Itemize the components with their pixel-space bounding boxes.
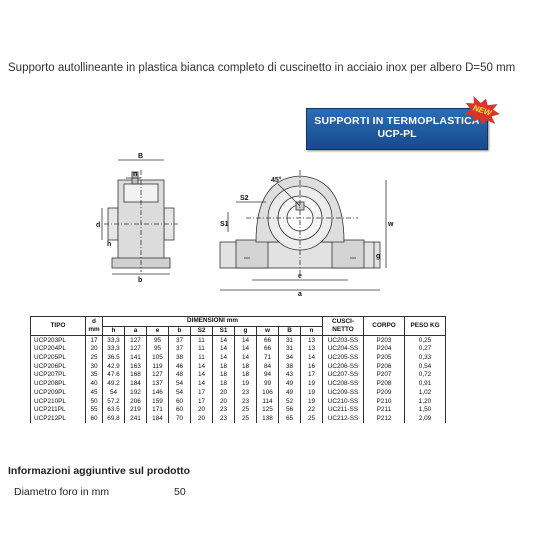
table-row — [31, 345, 446, 354]
table-cell: 141 — [125, 354, 147, 363]
header-cuscinetto: CUSCI- NETTO — [323, 317, 364, 336]
table-cell: P206 — [364, 362, 405, 371]
table-cell: 14 — [235, 354, 257, 363]
table-row — [31, 415, 446, 424]
table-cell: 11 — [191, 336, 213, 345]
table-cell: UC207-SS — [323, 371, 364, 380]
table-cell: 17 — [301, 371, 323, 380]
table-cell: 14 — [191, 362, 213, 371]
table-cell: 163 — [125, 362, 147, 371]
table-cell: 14 — [235, 345, 257, 354]
table-cell: 0,72 — [405, 371, 446, 380]
dim-label-B: B — [138, 153, 144, 160]
subheader-s1: S1 — [213, 326, 235, 336]
header-peso: PESO KG — [405, 317, 446, 336]
table-cell: UC211-SS — [323, 406, 364, 415]
table-cell: 20 — [191, 406, 213, 415]
table-cell: 47.6 — [103, 371, 125, 380]
table-cell: 71 — [257, 354, 279, 363]
table-cell: UC203-SS — [323, 336, 364, 345]
table-cell: 25 — [235, 415, 257, 424]
table-cell: UCP208PL — [31, 380, 86, 389]
table-cell: 25 — [235, 406, 257, 415]
table-cell: 146 — [147, 389, 169, 398]
table-cell: 45 — [86, 389, 103, 398]
table-cell: 54 — [169, 389, 191, 398]
table-cell: 33,3 — [103, 345, 125, 354]
table-cell: 2,09 — [405, 415, 446, 424]
table-cell: 20 — [213, 397, 235, 406]
info-heading: Informazioni aggiuntive sul prodotto — [8, 465, 190, 477]
info-label-diametro: Diametro foro in mm — [14, 486, 110, 498]
table-cell: 138 — [257, 415, 279, 424]
table-cell: 18 — [213, 362, 235, 371]
table-cell: 19 — [301, 380, 323, 389]
table-cell: 46 — [169, 362, 191, 371]
table-cell: 66 — [257, 336, 279, 345]
table-cell: 25 — [301, 415, 323, 424]
table-cell: 0,33 — [405, 354, 446, 363]
table-row — [31, 380, 446, 389]
table-cell: 52 — [279, 397, 301, 406]
table-cell: 22 — [301, 406, 323, 415]
banner-line-2: UCP-PL — [377, 128, 417, 140]
table-cell: UCP203PL — [31, 336, 86, 345]
table-cell: 14 — [191, 380, 213, 389]
table-cell: 168 — [125, 371, 147, 380]
subheader-w: w — [257, 326, 279, 336]
table-cell: 23 — [235, 389, 257, 398]
table-cell: 19 — [301, 397, 323, 406]
dim-label-e: e — [298, 273, 302, 280]
dim-label-b: b — [138, 277, 143, 284]
table-cell: UCP205PL — [31, 354, 86, 363]
table-cell: 49 — [279, 389, 301, 398]
table-cell: P209 — [364, 389, 405, 398]
new-badge-text: NEW — [471, 103, 493, 118]
table-cell: 192 — [125, 389, 147, 398]
table-cell: P207 — [364, 371, 405, 380]
table-cell: 65 — [279, 415, 301, 424]
table-cell: P211 — [364, 406, 405, 415]
dim-label-w: w — [388, 221, 394, 228]
table-cell: 14 — [213, 336, 235, 345]
table-cell: 14 — [301, 354, 323, 363]
table-cell: 127 — [147, 371, 169, 380]
table-cell: 18 — [213, 371, 235, 380]
table-cell: 19 — [301, 389, 323, 398]
table-cell: 66 — [257, 345, 279, 354]
table-cell: 54 — [169, 380, 191, 389]
subheader-a: a — [125, 326, 147, 336]
table-cell: 48 — [169, 371, 191, 380]
table-cell: 31 — [279, 336, 301, 345]
table-cell: 125 — [257, 406, 279, 415]
table-cell: 20 — [191, 415, 213, 424]
table-cell: 11 — [191, 354, 213, 363]
technical-drawing — [96, 150, 396, 296]
table-cell: 18 — [235, 362, 257, 371]
table-cell: 33,3 — [103, 336, 125, 345]
table-cell: 19 — [235, 380, 257, 389]
table-cell: 55 — [86, 406, 103, 415]
dim-label-a: a — [298, 291, 302, 296]
table-cell: 43 — [279, 371, 301, 380]
table-cell: 49 — [279, 380, 301, 389]
table-row — [31, 389, 446, 398]
table-cell: UC205-SS — [323, 354, 364, 363]
table-cell: 60 — [86, 415, 103, 424]
table-cell: 16 — [301, 362, 323, 371]
table-cell: 1,02 — [405, 389, 446, 398]
dimensions-table — [30, 316, 446, 423]
table-cell: 241 — [125, 415, 147, 424]
table-cell: 40 — [86, 380, 103, 389]
table-cell: 38 — [169, 354, 191, 363]
table-cell: 49.2 — [103, 380, 125, 389]
table-cell: UCP209PL — [31, 389, 86, 398]
dim-label-angle: 45° — [271, 177, 282, 184]
table-cell: 14 — [213, 345, 235, 354]
table-cell: 42.9 — [103, 362, 125, 371]
table-cell: UCP211PL — [31, 406, 86, 415]
table-cell: 63.5 — [103, 406, 125, 415]
table-cell: 1,50 — [405, 406, 446, 415]
subheader-b: B — [279, 326, 301, 336]
table-cell: 17 — [191, 389, 213, 398]
table-cell: 95 — [147, 345, 169, 354]
table-cell: 119 — [147, 362, 169, 371]
table-row — [31, 336, 446, 345]
header-dimensioni: DIMENSIONI mm — [103, 317, 323, 327]
table-cell: 0,27 — [405, 345, 446, 354]
table-cell: UCP204PL — [31, 345, 86, 354]
dim-label-d: d — [96, 222, 101, 229]
table-cell: 31 — [279, 345, 301, 354]
table-cell: 70 — [169, 415, 191, 424]
table-cell: UC210-SS — [323, 397, 364, 406]
table-cell: 105 — [147, 354, 169, 363]
table-cell: P205 — [364, 354, 405, 363]
table-cell: P210 — [364, 397, 405, 406]
table-cell: 11 — [191, 345, 213, 354]
dim-label-n: n — [133, 171, 138, 178]
table-cell: P212 — [364, 415, 405, 424]
table-cell: 30 — [86, 362, 103, 371]
table-cell: 114 — [257, 397, 279, 406]
table-cell: 20 — [213, 389, 235, 398]
header-d: d mm — [86, 317, 103, 336]
table-cell: 0,25 — [405, 336, 446, 345]
table-cell: 37 — [169, 345, 191, 354]
table-cell: 0,54 — [405, 362, 446, 371]
table-cell: 13 — [301, 336, 323, 345]
table-cell: 35 — [86, 371, 103, 380]
subheader-b: b — [169, 326, 191, 336]
table-cell: 56 — [279, 406, 301, 415]
table-cell: 95 — [147, 336, 169, 345]
table-body — [31, 336, 446, 423]
table-cell: 18 — [213, 380, 235, 389]
table-cell: 14 — [213, 354, 235, 363]
dim-label-h: h — [107, 241, 112, 248]
table-cell: UC208-SS — [323, 380, 364, 389]
table-cell: UC209-SS — [323, 389, 364, 398]
banner-line-1: SUPPORTI IN TERMOPLASTICA — [314, 115, 480, 127]
dim-label-g: g — [376, 253, 381, 260]
table-cell: 60 — [169, 397, 191, 406]
table-cell: 69.8 — [103, 415, 125, 424]
table-cell: UC204-SS — [323, 345, 364, 354]
subheader-e: e — [147, 326, 169, 336]
table-cell: 219 — [125, 406, 147, 415]
table-cell: 23 — [213, 415, 235, 424]
subheader-g: g — [235, 326, 257, 336]
table-cell: UCP210PL — [31, 397, 86, 406]
side-view — [102, 160, 178, 274]
table-cell: 36.5 — [103, 354, 125, 363]
table-cell: 17 — [86, 336, 103, 345]
info-value-diametro: 50 — [174, 486, 186, 498]
table-row — [31, 362, 446, 371]
table-cell: UC212-SS — [323, 415, 364, 424]
table-cell: UCP212PL — [31, 415, 86, 424]
table-row — [31, 354, 446, 363]
table-cell: 14 — [191, 371, 213, 380]
table-cell: 23 — [235, 397, 257, 406]
table-cell: P203 — [364, 336, 405, 345]
table-cell: 184 — [125, 380, 147, 389]
table-cell: 23 — [213, 406, 235, 415]
dim-label-S1: S1 — [220, 221, 229, 228]
table-cell: UCP207PL — [31, 371, 86, 380]
table-cell: 34 — [279, 354, 301, 363]
dim-label-S2: S2 — [240, 195, 249, 202]
table-cell: 184 — [147, 415, 169, 424]
table-cell: 159 — [147, 397, 169, 406]
table-row — [31, 371, 446, 380]
table-cell: 50 — [86, 397, 103, 406]
table-cell: UCP206PL — [31, 362, 86, 371]
table-cell: 14 — [235, 336, 257, 345]
table-cell: 206 — [125, 397, 147, 406]
table-cell: 18 — [235, 371, 257, 380]
table-cell: UC206-SS — [323, 362, 364, 371]
table-cell: P208 — [364, 380, 405, 389]
table-cell: 60 — [169, 406, 191, 415]
table-cell: 99 — [257, 380, 279, 389]
table-cell: 171 — [147, 406, 169, 415]
table-cell: 13 — [301, 345, 323, 354]
table-cell: 106 — [257, 389, 279, 398]
table-cell: 38 — [279, 362, 301, 371]
header-tipo: TIPO — [31, 317, 86, 336]
table-cell: 54 — [103, 389, 125, 398]
table-cell: 94 — [257, 371, 279, 380]
table-cell: 20 — [86, 345, 103, 354]
table-cell: 37 — [169, 336, 191, 345]
table-cell: 84 — [257, 362, 279, 371]
subheader-h: h — [103, 326, 125, 336]
table-row — [31, 397, 446, 406]
product-title: Supporto autollineante in plastica bianca completo di cuscinetto in acciaio inox per albero D=50 mm — [8, 62, 516, 74]
table-cell: 17 — [191, 397, 213, 406]
table-row — [31, 406, 446, 415]
table-cell: 57.2 — [103, 397, 125, 406]
subheader-n: n — [301, 326, 323, 336]
table-cell: 25 — [86, 354, 103, 363]
table-cell: 127 — [125, 336, 147, 345]
table-cell: P204 — [364, 345, 405, 354]
header-corpo: CORPO — [364, 317, 405, 336]
table-cell: 137 — [147, 380, 169, 389]
table-cell: 127 — [125, 345, 147, 354]
table-cell: 0,91 — [405, 380, 446, 389]
subheader-s2: S2 — [191, 326, 213, 336]
front-view — [220, 170, 386, 290]
table-cell: 1,20 — [405, 397, 446, 406]
